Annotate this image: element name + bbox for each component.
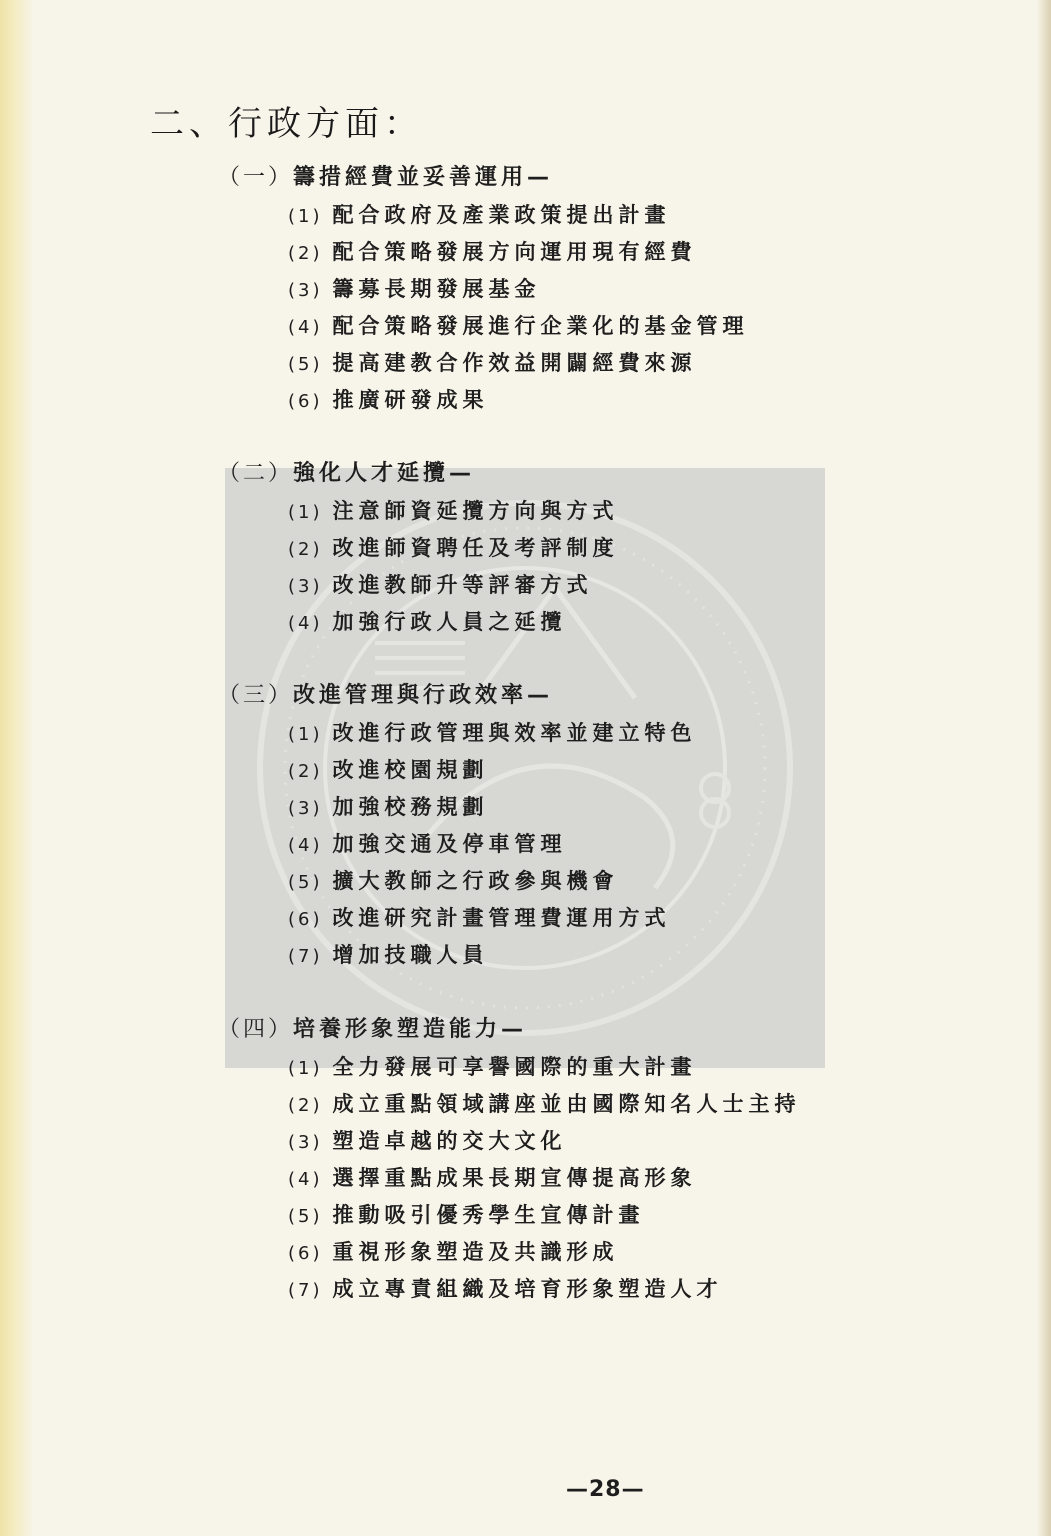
list-item xyxy=(288,719,697,749)
item-number: (5) xyxy=(288,872,323,893)
item-number: (4) xyxy=(288,613,323,634)
list-item xyxy=(288,386,489,416)
item-text: 改進校園規劃 xyxy=(332,758,489,782)
list-item xyxy=(288,275,541,305)
item-text: 加強交通及停車管理 xyxy=(332,832,567,856)
item-number: (3) xyxy=(288,798,323,819)
item-text: 推廣研發成果 xyxy=(332,388,489,412)
item-number: (2) xyxy=(288,243,323,264)
section-title-text: 改進管理與行政效率— xyxy=(293,683,554,708)
list-item xyxy=(288,793,489,823)
list-item xyxy=(288,534,619,564)
item-number: (4) xyxy=(288,317,323,338)
list-item xyxy=(288,1053,697,1083)
list-item xyxy=(288,1127,567,1157)
item-text: 全力發展可享譽國際的重大計畫 xyxy=(332,1055,697,1079)
list-item xyxy=(288,941,489,971)
list-item xyxy=(288,608,567,638)
section-number: （四） xyxy=(218,1017,294,1042)
item-number: (1) xyxy=(288,502,323,523)
item-text: 改進研究計畫管理費運用方式 xyxy=(332,906,671,930)
item-number: (5) xyxy=(288,1206,323,1227)
list-item xyxy=(288,349,697,379)
main-heading: 二、行政方面： xyxy=(150,104,423,144)
list-item xyxy=(288,497,619,527)
section-title xyxy=(218,1016,527,1044)
item-number: (3) xyxy=(288,280,323,301)
section-number: （三） xyxy=(218,683,294,708)
list-item xyxy=(288,571,593,601)
list-item xyxy=(288,756,489,786)
item-text: 配合策略發展方向運用現有經費 xyxy=(332,240,697,264)
item-text: 改進師資聘任及考評制度 xyxy=(332,536,619,560)
list-item xyxy=(288,1275,723,1305)
list-item xyxy=(288,1238,619,1268)
item-number: (3) xyxy=(288,576,323,597)
section-title-text: 籌措經費並妥善運用— xyxy=(293,165,554,190)
item-number: (5) xyxy=(288,354,323,375)
item-number: (1) xyxy=(288,724,323,745)
item-number: (6) xyxy=(288,1243,323,1264)
item-text: 改進行政管理與效率並建立特色 xyxy=(332,721,697,745)
list-item xyxy=(288,830,567,860)
section-title-text: 強化人才延攬— xyxy=(293,461,476,486)
section-title-text: 培養形象塑造能力— xyxy=(293,1017,528,1042)
list-item xyxy=(288,867,619,897)
item-number: (6) xyxy=(288,909,323,930)
list-item xyxy=(288,201,671,231)
item-number: (2) xyxy=(288,761,323,782)
item-text: 選擇重點成果長期宣傳提高形象 xyxy=(332,1166,697,1190)
item-text: 加強校務規劃 xyxy=(332,795,489,819)
item-text: 改進教師升等評審方式 xyxy=(332,573,593,597)
section-number: （一） xyxy=(218,165,294,190)
item-number: (6) xyxy=(288,391,323,412)
item-text: 配合策略發展進行企業化的基金管理 xyxy=(332,314,749,338)
item-text: 塑造卓越的交大文化 xyxy=(332,1129,567,1153)
item-text: 加強行政人員之延攬 xyxy=(332,610,567,634)
item-text: 籌募長期發展基金 xyxy=(332,277,541,301)
item-number: (2) xyxy=(288,539,323,560)
list-item xyxy=(288,1201,645,1231)
item-number: (4) xyxy=(288,1169,323,1190)
list-item xyxy=(288,1164,697,1194)
item-text: 注意師資延攬方向與方式 xyxy=(332,499,619,523)
item-number: (3) xyxy=(288,1132,323,1153)
section-title xyxy=(218,164,553,192)
section-title xyxy=(218,460,475,488)
list-item xyxy=(288,1090,801,1120)
list-item xyxy=(288,238,697,268)
page-number: —28— xyxy=(566,1477,645,1502)
item-text: 成立專責組織及培育形象塑造人才 xyxy=(332,1277,723,1301)
section-number: （二） xyxy=(218,461,294,486)
list-item xyxy=(288,312,749,342)
item-text: 配合政府及產業政策提出計畫 xyxy=(332,203,671,227)
list-item xyxy=(288,904,671,934)
item-number: (4) xyxy=(288,835,323,856)
item-text: 提高建教合作效益開闢經費來源 xyxy=(332,351,697,375)
item-number: (1) xyxy=(288,1058,323,1079)
item-number: (1) xyxy=(288,206,323,227)
item-number: (7) xyxy=(288,946,323,967)
item-text: 增加技職人員 xyxy=(332,943,489,967)
item-number: (2) xyxy=(288,1095,323,1116)
item-number: (7) xyxy=(288,1280,323,1301)
section-title xyxy=(218,682,553,710)
item-text: 推動吸引優秀學生宣傳計畫 xyxy=(332,1203,645,1227)
item-text: 擴大教師之行政參與機會 xyxy=(332,869,619,893)
item-text: 成立重點領域講座並由國際知名人士主持 xyxy=(332,1092,801,1116)
item-text: 重視形象塑造及共識形成 xyxy=(332,1240,619,1264)
